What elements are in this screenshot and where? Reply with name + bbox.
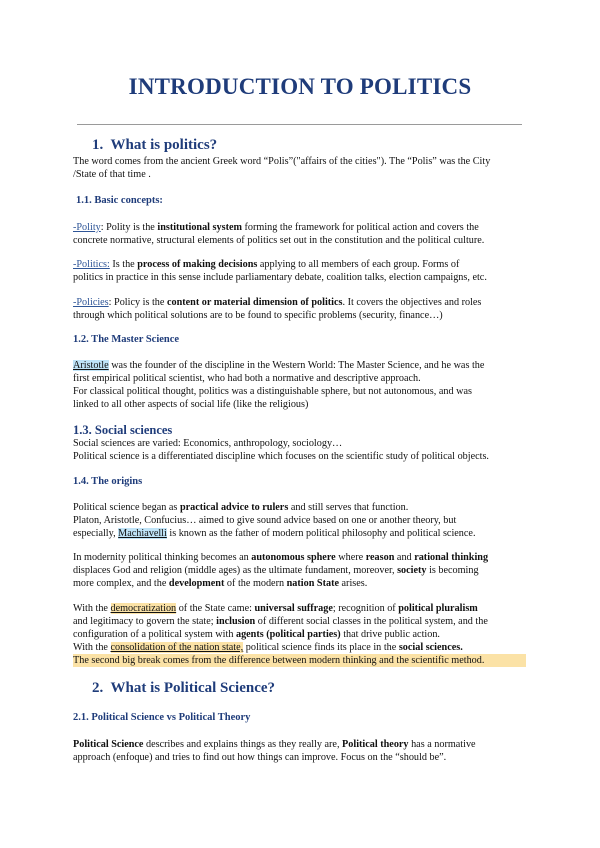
text: of the State came:: [176, 603, 255, 614]
bold-text: rational thinking: [414, 552, 489, 563]
polity-bold: institutional system: [157, 222, 242, 233]
aristotle-highlight: Aristotle: [73, 360, 109, 371]
policies-paragraph: [73, 296, 526, 322]
policies-line: through which political solutions are to be found to specific problems (security, finance…): [73, 310, 443, 321]
title-divider: [77, 124, 522, 125]
text: is known as the father of modern political philosophy and political science.: [166, 528, 476, 539]
intro-line: /State of that time .: [73, 169, 151, 180]
democratization-highlight: democratization: [110, 603, 177, 614]
polity-line: concrete normative, structural elements of politics set out in the constitution and the political culture.: [73, 235, 485, 246]
section-2-heading: [92, 680, 275, 697]
text: and: [394, 552, 415, 563]
text: displaces God and religion (middle ages) as the ultimate fundament, moreover,: [73, 565, 398, 576]
section-1-title: What is politics?: [110, 137, 218, 153]
text: Political science began as: [73, 502, 180, 513]
policies-term: -Policies: [73, 297, 109, 308]
subsection-1-1-heading: 1.1. Basic concepts:: [76, 195, 163, 206]
text: of different social classes in the political system, and the: [255, 616, 488, 627]
political-science-paragraph: [73, 738, 526, 764]
origins-paragraph-1: [73, 501, 526, 540]
text: : Polity is the: [100, 222, 158, 233]
text: : Policy is the: [108, 297, 167, 308]
section-2-title: What is Political Science?: [110, 680, 276, 696]
politics-line: politics in practice in this sense include parliamentary debate, coalition talks, election campaigns, etc.: [73, 272, 487, 283]
page-title: INTRODUCTION TO POLITICS: [128, 74, 472, 99]
politics-paragraph: [73, 258, 526, 284]
origins-paragraph-3: [73, 602, 526, 667]
text: and legitimacy to govern the state;: [73, 616, 217, 627]
text: configuration of a political system with: [73, 629, 236, 640]
master-paragraph: [73, 359, 526, 411]
polity-paragraph: [73, 221, 526, 247]
social-line: Political science is a differentiated discipline which focuses on the scientific study of political objects.: [73, 451, 489, 462]
text: especially,: [73, 528, 119, 539]
origins-paragraph-2: [73, 551, 526, 590]
master-line: linked to all other aspects of social life (like the religious): [73, 399, 309, 410]
bold-text: social sciences.: [398, 642, 463, 653]
ps-line: approach (enfoque) and tries to find out how things can improve. Focus on the “should be”.: [73, 752, 447, 763]
text: where: [335, 552, 366, 563]
text: has a normative: [408, 739, 476, 750]
text: With the: [73, 642, 111, 653]
intro-line: The word comes from the ancient Greek word “Polis”("affairs of the cities"). The “Polis” was the City: [73, 156, 491, 167]
subsection-1-4-heading: 1.4. The origins: [73, 476, 143, 487]
subsection-1-3-heading: 1.3. Social sciences: [73, 423, 173, 437]
origins-line: Platon, Aristotle, Confucius… aimed to give sound advice based on one or another theory, but: [73, 515, 457, 526]
social-paragraph: [73, 437, 526, 463]
text: forming the framework for political action and covers the: [241, 222, 479, 233]
politics-bold: process of making decisions: [137, 259, 258, 270]
bold-text: agents (political parties): [235, 629, 341, 640]
text: of the modern: [224, 578, 287, 589]
section-1-number: 1.: [92, 137, 104, 153]
bold-text: universal suffrage: [254, 603, 333, 614]
text: With the: [73, 603, 111, 614]
intro-paragraph: [73, 155, 526, 181]
text: was the founder of the discipline in the Western World: The Master Science, and he was the: [108, 360, 485, 371]
consolidation-highlight: consolidation of the nation state,: [110, 642, 244, 653]
bold-text: inclusion: [216, 616, 256, 627]
text: In modernity political thinking becomes an: [73, 552, 252, 563]
politics-term: -Politics:: [73, 259, 110, 270]
bold-text: nation State: [286, 578, 339, 589]
bold-text: society: [397, 565, 427, 576]
bold-text: Political theory: [342, 739, 409, 750]
bold-text: Political Science: [73, 739, 144, 750]
section-2-number: 2.: [92, 680, 104, 696]
bold-text: reason: [365, 552, 395, 563]
bold-text: practical advice to rulers: [179, 502, 289, 513]
machiavelli-highlight: Machiavelli: [118, 528, 167, 539]
text: ; recognition of: [332, 603, 399, 614]
subsection-1-2-heading: 1.2. The Master Science: [73, 334, 180, 345]
text: arises.: [338, 578, 368, 589]
text: and still serves that function.: [288, 502, 409, 513]
subsection-2-1-heading: 2.1. Political Science vs Political Theory: [73, 712, 251, 723]
text: Is the: [109, 259, 138, 270]
master-line: For classical political thought, politics was a distinguishable sphere, but not autonomous, and was: [73, 386, 472, 397]
bold-text: development: [168, 578, 225, 589]
text: describes and explains things as they really are,: [143, 739, 343, 750]
text: is becoming: [426, 565, 479, 576]
bold-text: autonomous sphere: [251, 552, 336, 563]
section-1-heading: [92, 137, 217, 154]
master-line: first empirical political scientist, who had both a normative and descriptive approach.: [73, 373, 421, 384]
bold-text: political pluralism: [398, 603, 478, 614]
highlighted-sentence: The second big break comes from the difference between modern thinking and the scientific method.: [73, 654, 526, 667]
text: political science finds its place in the: [243, 642, 399, 653]
text: . It covers the objectives and roles: [342, 297, 482, 308]
text: more complex, and the: [73, 578, 169, 589]
text: that drive public action.: [340, 629, 440, 640]
polity-term: -Polity: [73, 222, 101, 233]
policies-bold: content or material dimension of politics: [166, 297, 343, 308]
text: applying to all members of each group. Forms of: [257, 259, 460, 270]
social-line: Social sciences are varied: Economics, anthropology, sociology…: [73, 438, 343, 449]
